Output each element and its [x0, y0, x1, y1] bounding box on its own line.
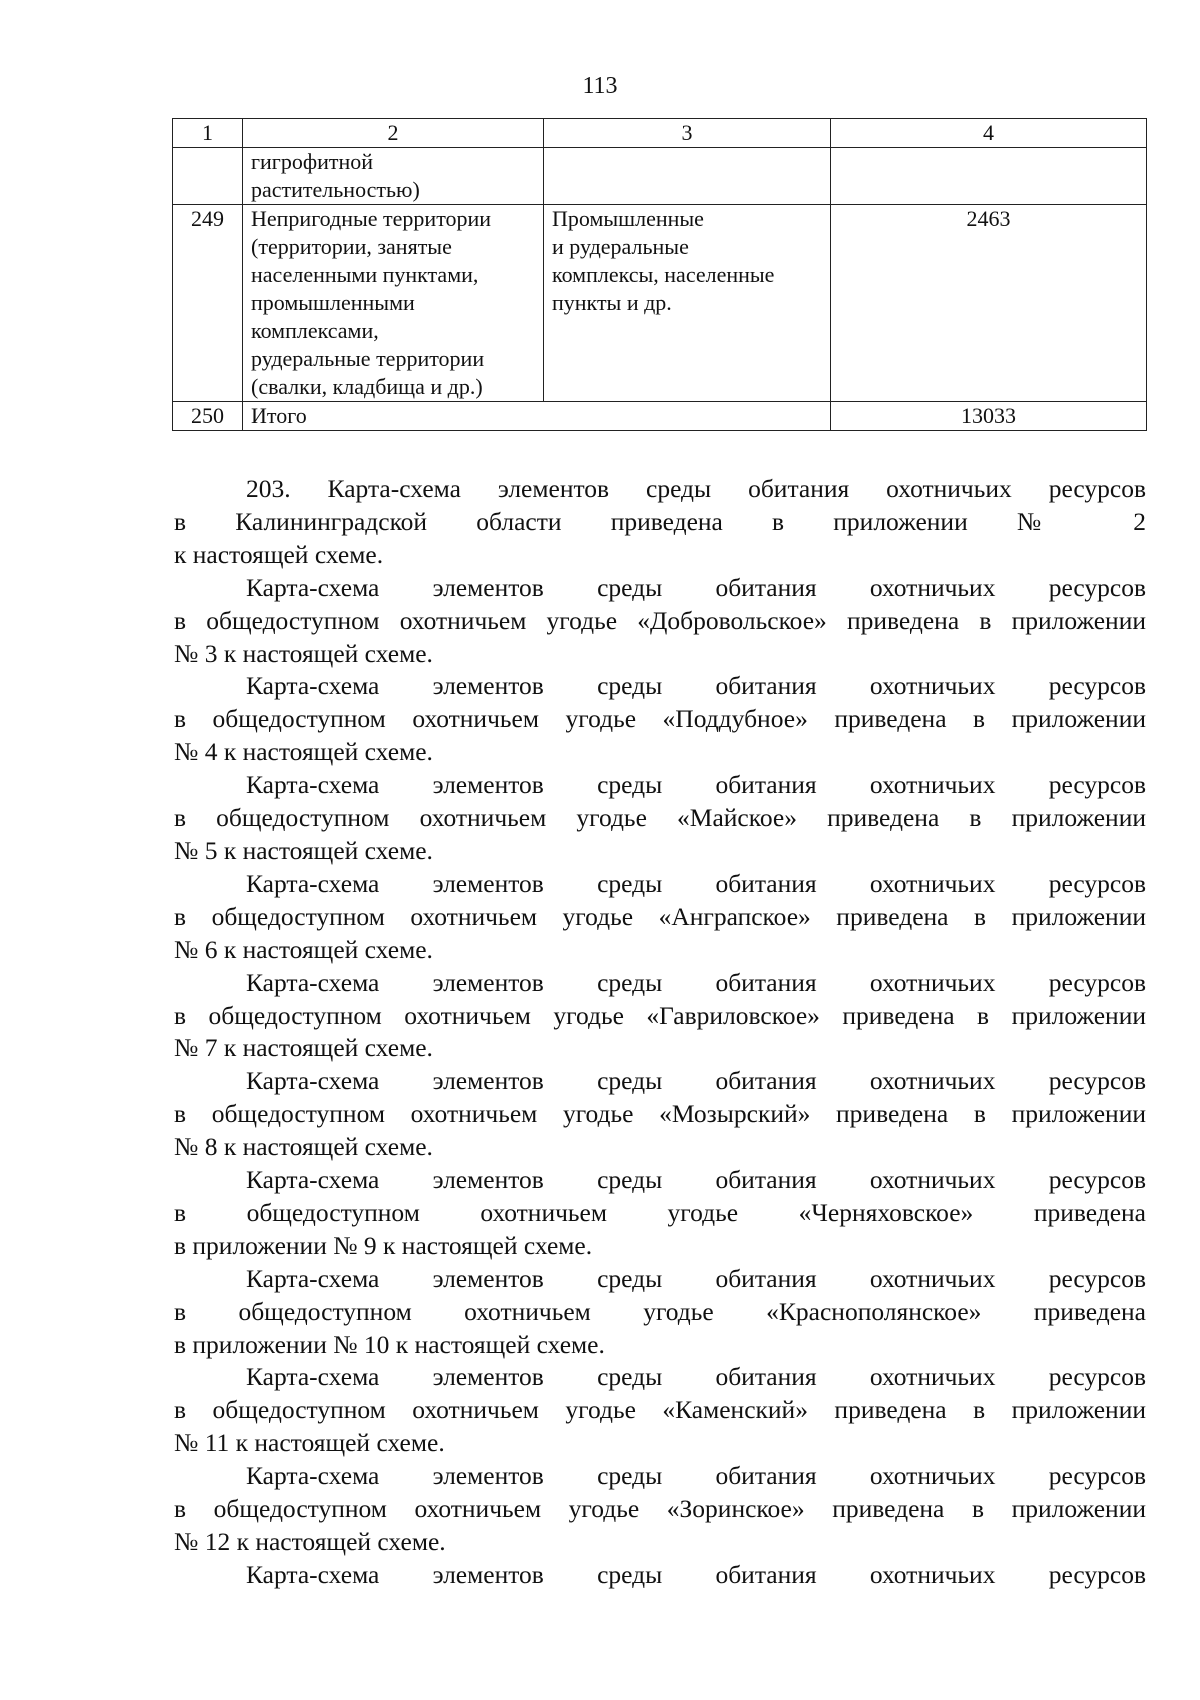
paragraph-line: Карта-схема элементов среды обитания охотничьих ресурсов [246, 1362, 1146, 1392]
paragraph-line: Карта-схема элементов среды обитания охотничьих ресурсов [246, 967, 1146, 997]
table-row [173, 148, 1147, 205]
paragraph-line: Карта-схема элементов среды обитания охотничьих ресурсов [246, 770, 1146, 800]
paragraph-line: в общедоступном охотничьем угодье «Зоринское» приведена в приложении [174, 1494, 1146, 1524]
paragraph-line: № 11 к настоящей схеме. [174, 1428, 445, 1458]
table-header-cell: 3 [544, 119, 831, 148]
paragraph [174, 1460, 1146, 1559]
paragraph-line: Карта-схема элементов среды обитания охотничьих ресурсов [246, 1559, 1146, 1589]
paragraph [174, 967, 1146, 1066]
paragraph-line: № 3 к настоящей схеме. [174, 638, 433, 668]
cell-line: комплексы, населенные [552, 262, 775, 287]
paragraph [174, 769, 1146, 868]
habitat-type-cell [544, 148, 831, 205]
paragraph-line: в общедоступном охотничьем угодье «Мозырский» приведена в приложении [174, 1099, 1146, 1129]
cell-line: гигрофитной [251, 149, 374, 174]
paragraph-line: № 4 к настоящей схеме. [174, 737, 433, 767]
territory-description-cell [243, 205, 544, 402]
cell-line: растительностью) [251, 177, 420, 202]
paragraph-line: Карта-схема элементов среды обитания охотничьих ресурсов [246, 1461, 1146, 1491]
cell-line: комплексами, [251, 318, 379, 343]
page-number: 113 [582, 73, 618, 99]
paragraph [174, 572, 1146, 671]
paragraph [174, 868, 1146, 967]
table-row [173, 205, 1147, 402]
territory-description-cell [243, 148, 544, 205]
paragraph-line: в общедоступном охотничьем угодье «Анграпское» приведена в приложении [174, 901, 1146, 931]
paragraph-line: Карта-схема элементов среды обитания охотничьих ресурсов [246, 671, 1146, 701]
habitat-type-cell [544, 205, 831, 402]
cell-line: (свалки, кладбища и др.) [251, 374, 483, 399]
table-header-cell: 2 [243, 119, 544, 148]
cell-line: и рудеральные [552, 234, 689, 259]
paragraph-line: Карта-схема элементов среды обитания охотничьих ресурсов [246, 868, 1146, 898]
cell-line: (территории, занятые [251, 234, 452, 259]
paragraph-line: в общедоступном охотничьем угодье «Каменский» приведена в приложении [174, 1395, 1146, 1425]
paragraph-line: № 7 к настоящей схеме. [174, 1033, 433, 1063]
paragraph-line: в общедоступном охотничьем угодье «Поддубное» приведена в приложении [174, 704, 1146, 734]
paragraph-line: в общедоступном охотничьем угодье «Добровольское» приведена в приложении [174, 605, 1146, 635]
paragraph [174, 1065, 1146, 1164]
paragraph-line: в общедоступном охотничьем угодье «Майское» приведена в приложении [174, 803, 1146, 833]
paragraph-line: в Калининградской области приведена в приложении № 2 [174, 506, 1146, 536]
paragraph-line: Карта-схема элементов среды обитания охотничьих ресурсов [246, 1066, 1146, 1096]
row-number-cell [173, 148, 243, 205]
row-number-cell: 250 [173, 402, 243, 431]
paragraph-line: № 5 к настоящей схеме. [174, 835, 433, 865]
data-table [172, 118, 1147, 431]
paragraph-line: в общедоступном охотничьем угодье «Краснополянское» приведена [174, 1296, 1146, 1326]
table-header-cell: 1 [173, 119, 243, 148]
cell-line: промышленными [251, 290, 415, 315]
paragraph-line: Карта-схема элементов среды обитания охотничьих ресурсов [246, 572, 1146, 602]
paragraph [174, 1164, 1146, 1263]
table-header-cell: 4 [831, 119, 1147, 148]
area-value-cell [831, 148, 1147, 205]
paragraph-line: 203. Карта-схема элементов среды обитания охотничьих ресурсов [246, 474, 1146, 503]
paragraph-line: к настоящей схеме. [174, 539, 384, 569]
paragraph [174, 473, 1146, 572]
table-header-row [173, 119, 1147, 148]
cell-line: населенными пунктами, [251, 262, 479, 287]
table-total-row [173, 402, 1147, 431]
row-number-cell: 249 [173, 205, 243, 402]
paragraph-line: в общедоступном охотничьем угодье «Черняховское» приведена [174, 1197, 1146, 1227]
paragraph-line: Карта-схема элементов среды обитания охотничьих ресурсов [246, 1263, 1146, 1293]
paragraph [174, 1263, 1146, 1362]
paragraph-line: в общедоступном охотничьем угодье «Гавриловское» приведена в приложении [174, 1000, 1146, 1030]
cell-line: пункты и др. [552, 290, 672, 315]
cell-line: Непригодные территории [251, 206, 492, 231]
paragraph-line: № 6 к настоящей схеме. [174, 934, 433, 964]
paragraph [174, 670, 1146, 769]
area-value-cell: 2463 [831, 205, 1147, 402]
cell-line: Промышленные [552, 206, 704, 231]
total-value-cell: 13033 [831, 402, 1147, 431]
paragraph-line: № 12 к настоящей схеме. [174, 1527, 446, 1556]
paragraph-line: в приложении № 9 к настоящей схеме. [174, 1230, 593, 1260]
total-label-cell: Итого [243, 402, 831, 431]
paragraph [174, 1361, 1146, 1460]
paragraph [174, 1559, 1146, 1592]
paragraph-line: № 8 к настоящей схеме. [174, 1132, 433, 1162]
paragraph-line: Карта-схема элементов среды обитания охотничьих ресурсов [246, 1165, 1146, 1195]
body-text [174, 473, 1146, 1592]
paragraph-line: в приложении № 10 к настоящей схеме. [174, 1329, 605, 1359]
cell-line: рудеральные территории [251, 346, 485, 371]
